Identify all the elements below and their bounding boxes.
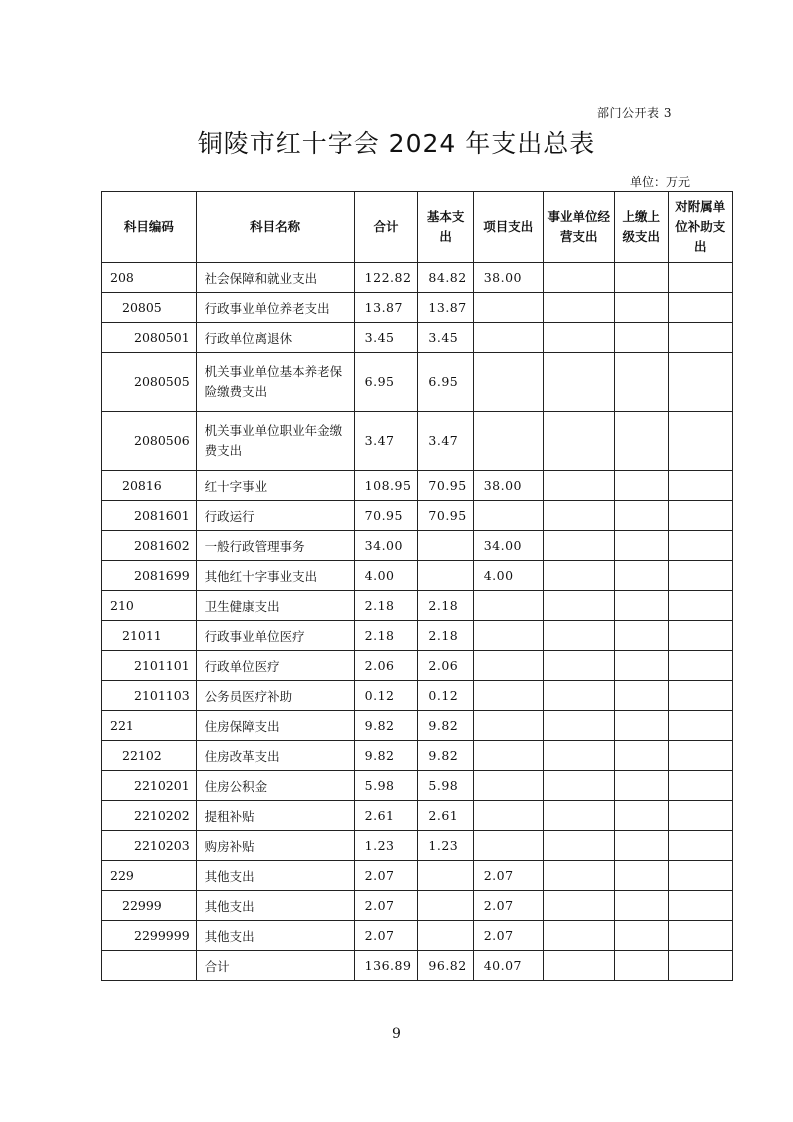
- table-row: [102, 561, 733, 591]
- name-cell: 住房公积金: [196, 771, 354, 801]
- name-cell: 住房保障支出: [196, 711, 354, 741]
- basic-cell: [418, 921, 473, 951]
- subsidy-cell: [668, 921, 732, 951]
- project-cell: [473, 741, 543, 771]
- upper-cell: [614, 471, 668, 501]
- table-row: [102, 412, 733, 471]
- total-cell: 2.61: [354, 801, 418, 831]
- project-cell: [473, 801, 543, 831]
- header-project: 项目支出: [473, 192, 543, 263]
- total-cell: 9.82: [354, 711, 418, 741]
- project-cell: 34.00: [473, 531, 543, 561]
- table-row: [102, 591, 733, 621]
- total-cell: 2.18: [354, 621, 418, 651]
- table-row: [102, 801, 733, 831]
- basic-cell: 6.95: [418, 353, 473, 412]
- project-cell: [473, 711, 543, 741]
- basic-cell: [418, 891, 473, 921]
- project-cell: 2.07: [473, 921, 543, 951]
- code-cell: 2101103: [102, 681, 197, 711]
- header-basic: 基本支出: [418, 192, 473, 263]
- subsidy-cell: [668, 771, 732, 801]
- name-cell: 行政事业单位医疗: [196, 621, 354, 651]
- basic-cell: 9.82: [418, 711, 473, 741]
- subsidy-cell: [668, 741, 732, 771]
- basic-cell: 2.18: [418, 621, 473, 651]
- total-cell: 9.82: [354, 741, 418, 771]
- business-cell: [543, 621, 614, 651]
- table-row: [102, 501, 733, 531]
- code-cell: 22999: [102, 891, 197, 921]
- project-cell: 4.00: [473, 561, 543, 591]
- upper-cell: [614, 771, 668, 801]
- upper-cell: [614, 861, 668, 891]
- subsidy-cell: [668, 681, 732, 711]
- total-cell: 13.87: [354, 293, 418, 323]
- business-cell: [543, 353, 614, 412]
- code-cell: 2081602: [102, 531, 197, 561]
- subsidy-cell: [668, 293, 732, 323]
- name-cell: 其他红十字事业支出: [196, 561, 354, 591]
- table-header-row: [102, 192, 733, 263]
- table-row: [102, 891, 733, 921]
- project-cell: [473, 501, 543, 531]
- basic-cell: 70.95: [418, 501, 473, 531]
- basic-cell: 3.47: [418, 412, 473, 471]
- name-cell: 社会保障和就业支出: [196, 263, 354, 293]
- header-subsidy: 对附属单位补助支出: [668, 192, 732, 263]
- table-row: [102, 741, 733, 771]
- subsidy-cell: [668, 621, 732, 651]
- form-number: 部门公开表 3: [597, 106, 672, 120]
- project-cell: [473, 412, 543, 471]
- name-cell: 行政事业单位养老支出: [196, 293, 354, 323]
- subsidy-cell: [668, 831, 732, 861]
- upper-cell: [614, 412, 668, 471]
- basic-cell: 70.95: [418, 471, 473, 501]
- header-total: 合计: [354, 192, 418, 263]
- project-cell: [473, 621, 543, 651]
- business-cell: [543, 591, 614, 621]
- table-row: [102, 861, 733, 891]
- project-cell: [473, 831, 543, 861]
- business-cell: [543, 921, 614, 951]
- table-row: [102, 651, 733, 681]
- total-cell: 3.45: [354, 323, 418, 353]
- upper-cell: [614, 831, 668, 861]
- header-business: 事业单位经营支出: [543, 192, 614, 263]
- code-cell: 2080501: [102, 323, 197, 353]
- total-cell: 2.07: [354, 921, 418, 951]
- total-cell: 122.82: [354, 263, 418, 293]
- subsidy-cell: [668, 801, 732, 831]
- code-cell: 2081699: [102, 561, 197, 591]
- table-row: [102, 531, 733, 561]
- subsidy-cell: [668, 412, 732, 471]
- subsidy-cell: [668, 353, 732, 412]
- total-cell: 136.89: [354, 951, 418, 981]
- upper-cell: [614, 561, 668, 591]
- total-cell: 6.95: [354, 353, 418, 412]
- project-cell: 2.07: [473, 891, 543, 921]
- subsidy-cell: [668, 891, 732, 921]
- subsidy-cell: [668, 591, 732, 621]
- total-cell: 3.47: [354, 412, 418, 471]
- subsidy-cell: [668, 651, 732, 681]
- name-cell: 一般行政管理事务: [196, 531, 354, 561]
- basic-cell: 2.61: [418, 801, 473, 831]
- project-cell: [473, 591, 543, 621]
- header-upper: 上缴上级支出: [614, 192, 668, 263]
- upper-cell: [614, 921, 668, 951]
- code-cell: 229: [102, 861, 197, 891]
- upper-cell: [614, 651, 668, 681]
- name-cell: 公务员医疗补助: [196, 681, 354, 711]
- table-body: [102, 263, 733, 981]
- table-row: [102, 471, 733, 501]
- subsidy-cell: [668, 471, 732, 501]
- total-cell: 4.00: [354, 561, 418, 591]
- project-cell: [473, 293, 543, 323]
- table-row: [102, 293, 733, 323]
- total-cell: 108.95: [354, 471, 418, 501]
- basic-cell: [418, 561, 473, 591]
- subsidy-cell: [668, 531, 732, 561]
- project-cell: [473, 771, 543, 801]
- name-cell: 购房补贴: [196, 831, 354, 861]
- upper-cell: [614, 531, 668, 561]
- code-cell: 22102: [102, 741, 197, 771]
- name-cell: 行政单位医疗: [196, 651, 354, 681]
- business-cell: [543, 951, 614, 981]
- total-cell: 2.06: [354, 651, 418, 681]
- business-cell: [543, 831, 614, 861]
- table-row: [102, 771, 733, 801]
- unit-label: 单位：万元: [629, 175, 690, 189]
- business-cell: [543, 293, 614, 323]
- name-cell: 机关事业单位基本养老保险缴费支出: [196, 353, 354, 412]
- subsidy-cell: [668, 323, 732, 353]
- expenditure-table: [101, 191, 733, 981]
- table-row: [102, 921, 733, 951]
- business-cell: [543, 651, 614, 681]
- code-cell: 20816: [102, 471, 197, 501]
- code-cell: 21011: [102, 621, 197, 651]
- header-code: 科目编码: [102, 192, 197, 263]
- project-cell: 38.00: [473, 471, 543, 501]
- table-row: [102, 711, 733, 741]
- upper-cell: [614, 591, 668, 621]
- total-row: [102, 951, 733, 981]
- code-cell: 2299999: [102, 921, 197, 951]
- code-cell: 2101101: [102, 651, 197, 681]
- upper-cell: [614, 711, 668, 741]
- business-cell: [543, 861, 614, 891]
- name-cell: 其他支出: [196, 891, 354, 921]
- business-cell: [543, 263, 614, 293]
- basic-cell: 2.18: [418, 591, 473, 621]
- total-cell: 5.98: [354, 771, 418, 801]
- code-cell: 2080506: [102, 412, 197, 471]
- business-cell: [543, 501, 614, 531]
- upper-cell: [614, 951, 668, 981]
- basic-cell: 0.12: [418, 681, 473, 711]
- business-cell: [543, 891, 614, 921]
- subsidy-cell: [668, 561, 732, 591]
- code-cell: 2210203: [102, 831, 197, 861]
- code-cell: 2210201: [102, 771, 197, 801]
- business-cell: [543, 801, 614, 831]
- business-cell: [543, 323, 614, 353]
- upper-cell: [614, 801, 668, 831]
- business-cell: [543, 711, 614, 741]
- business-cell: [543, 471, 614, 501]
- page-title: 铜陵市红十字会 2024 年支出总表: [197, 129, 596, 158]
- project-cell: 40.07: [473, 951, 543, 981]
- total-cell: 2.07: [354, 861, 418, 891]
- basic-cell: [418, 861, 473, 891]
- basic-cell: 2.06: [418, 651, 473, 681]
- business-cell: [543, 741, 614, 771]
- total-cell: 2.18: [354, 591, 418, 621]
- total-cell: 70.95: [354, 501, 418, 531]
- code-cell: 20805: [102, 293, 197, 323]
- upper-cell: [614, 621, 668, 651]
- table-row: [102, 681, 733, 711]
- project-cell: 38.00: [473, 263, 543, 293]
- code-cell: [102, 951, 197, 981]
- name-cell: 行政单位离退休: [196, 323, 354, 353]
- basic-cell: 3.45: [418, 323, 473, 353]
- code-cell: 210: [102, 591, 197, 621]
- upper-cell: [614, 681, 668, 711]
- upper-cell: [614, 323, 668, 353]
- name-cell: 机关事业单位职业年金缴费支出: [196, 412, 354, 471]
- upper-cell: [614, 353, 668, 412]
- business-cell: [543, 531, 614, 561]
- code-cell: 2081601: [102, 501, 197, 531]
- subsidy-cell: [668, 861, 732, 891]
- business-cell: [543, 681, 614, 711]
- table-row: [102, 621, 733, 651]
- basic-cell: [418, 531, 473, 561]
- code-cell: 2080505: [102, 353, 197, 412]
- table-row: [102, 353, 733, 412]
- total-cell: 1.23: [354, 831, 418, 861]
- total-cell: 2.07: [354, 891, 418, 921]
- business-cell: [543, 561, 614, 591]
- project-cell: [473, 323, 543, 353]
- basic-cell: 1.23: [418, 831, 473, 861]
- business-cell: [543, 771, 614, 801]
- table-row: [102, 831, 733, 861]
- project-cell: [473, 681, 543, 711]
- header-name: 科目名称: [196, 192, 354, 263]
- basic-cell: 84.82: [418, 263, 473, 293]
- basic-cell: 9.82: [418, 741, 473, 771]
- name-cell: 其他支出: [196, 861, 354, 891]
- name-cell: 住房改革支出: [196, 741, 354, 771]
- basic-cell: 96.82: [418, 951, 473, 981]
- subsidy-cell: [668, 263, 732, 293]
- project-cell: [473, 353, 543, 412]
- table-row: [102, 263, 733, 293]
- name-cell: 合计: [196, 951, 354, 981]
- table-row: [102, 323, 733, 353]
- project-cell: [473, 651, 543, 681]
- project-cell: 2.07: [473, 861, 543, 891]
- subsidy-cell: [668, 501, 732, 531]
- upper-cell: [614, 293, 668, 323]
- code-cell: 2210202: [102, 801, 197, 831]
- business-cell: [543, 412, 614, 471]
- basic-cell: 13.87: [418, 293, 473, 323]
- upper-cell: [614, 741, 668, 771]
- name-cell: 其他支出: [196, 921, 354, 951]
- total-cell: 0.12: [354, 681, 418, 711]
- upper-cell: [614, 263, 668, 293]
- upper-cell: [614, 501, 668, 531]
- upper-cell: [614, 891, 668, 921]
- basic-cell: 5.98: [418, 771, 473, 801]
- code-cell: 221: [102, 711, 197, 741]
- subsidy-cell: [668, 711, 732, 741]
- subsidy-cell: [668, 951, 732, 981]
- name-cell: 卫生健康支出: [196, 591, 354, 621]
- total-cell: 34.00: [354, 531, 418, 561]
- page-number: 9: [392, 1026, 401, 1042]
- code-cell: 208: [102, 263, 197, 293]
- name-cell: 行政运行: [196, 501, 354, 531]
- name-cell: 红十字事业: [196, 471, 354, 501]
- name-cell: 提租补贴: [196, 801, 354, 831]
